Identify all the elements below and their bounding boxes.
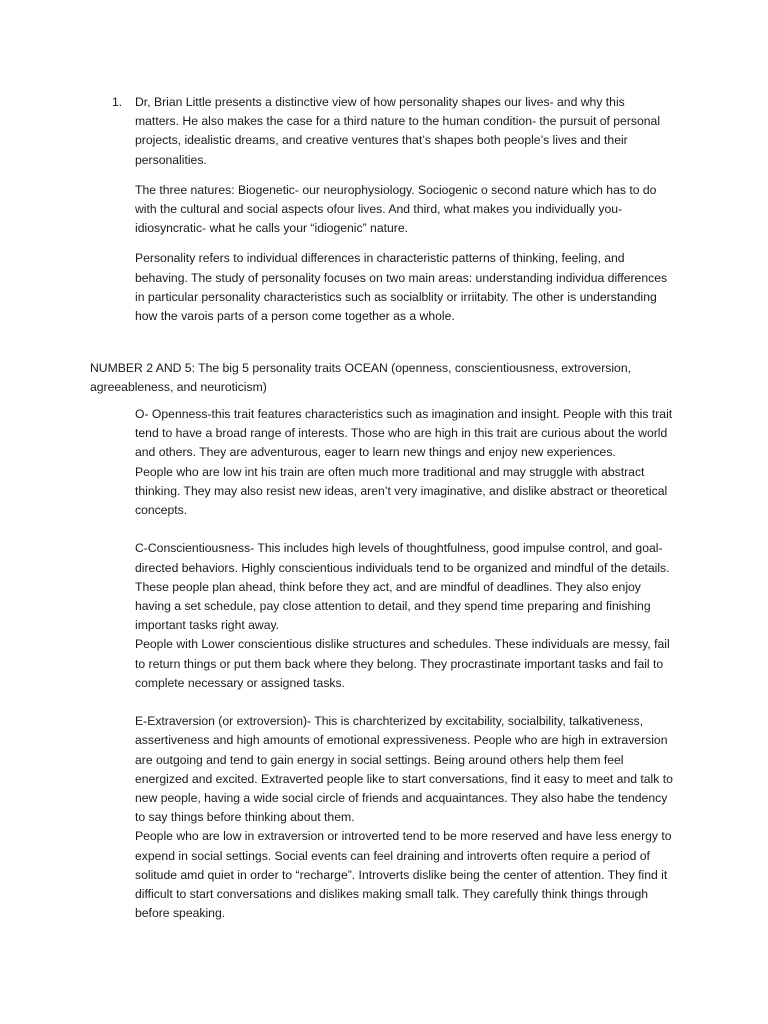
paragraph-openness-high: O- Openness-this trait features characteristics such as imagination and insight. People with this trait tend to have a broad range of interests. Those who are high in this trait are curious about the world and others. They are adventurous, eager to learn new things and enjoy new experiences. xyxy=(135,407,673,460)
paragraph-conscientiousness-low: People with Lower conscientious dislike structures and schedules. These individuals are messy, fail to return things or put them back where they belong. They procrastinate important tasks and fail to complete necessary or assigned tasks. xyxy=(135,637,670,690)
paragraph-personality-definition: Personality refers to individual differences in characteristic patterns of thinking, feeling, and behaving. The study of personality focuses on two main areas: understanding individua differences in particular personality characteristics such as socialblity or irriitabity. The other is understanding how the varois parts of a person come together as a whole. xyxy=(135,251,668,324)
paragraph-three-natures: The three natures: Biogenetic- our neurophysiology. Sociogenic o second nature which has to do with the cultural and social aspects ofour lives. And third, what makes you individually you- idiosyncratic- what he calls your “idiogenic” nature. xyxy=(135,182,657,236)
paragraph-brian-little: Dr, Brian Little presents a distinctive view of how personality shapes our lives- and why this matters. He also makes the case for a third nature to the human condition- the pursuit of personal projects, idealistic dreams, and creative ventures that’s shapes both people’s lives and their personalities. xyxy=(135,95,661,167)
traits-block xyxy=(135,405,680,923)
list-number: 1. xyxy=(112,95,123,109)
list-item-1 xyxy=(112,93,672,337)
paragraph-extraversion-low: People who are low in extraversion or introverted tend to be more reserved and have less energy to expend in social settings. Social events can feel draining and introverts often require a period of solitude amd quiet in order to “recharge”. Introverts dislike being the center of attention. They find it difficult to start conversations and dislikes making small talk. They carefully think things through before speaking. xyxy=(135,829,672,921)
paragraph-conscientiousness-high: C-Conscientiousness- This includes high levels of thoughtfulness, good impulse control, and goal-directed behaviors. Highly conscientious individuals tend to be organized and mindful of the details. These people plan ahead, think before they act, and are mindful of deadlines. They also enjoy having a set schedule, pay close attention to detail, and they spend time preparing and finishing important tasks right away. xyxy=(135,541,670,633)
spacer xyxy=(135,520,680,539)
spacer xyxy=(135,693,680,712)
paragraph-openness-low: People who are low int his train are often much more traditional and may struggle with abstract thinking. They may also resist new ideas, aren’t very imaginative, and dislike abstract or theoretical concepts. xyxy=(135,464,668,518)
section-heading-big-5: NUMBER 2 AND 5: The big 5 personality traits OCEAN (openness, conscientiousness, extroversion, agreeableness, and neuroticism) xyxy=(90,361,632,395)
paragraph-extraversion-high: E-Extraversion (or extroversion)- This is charchterized by excitability, socialbility, talkativeness, assertiveness and high amounts of emotional expressiveness. People who are high in extraversion are outgoing and tend to gain energy in social settings. Being around others help them feel energized and excited. Extraverted people like to start conversations, find it easy to meet and talk to new people, having a wide social circle of friends and acquaintances. They also habe the tendency to say things before thinking about them. xyxy=(135,714,673,825)
list-item-body xyxy=(135,93,672,326)
